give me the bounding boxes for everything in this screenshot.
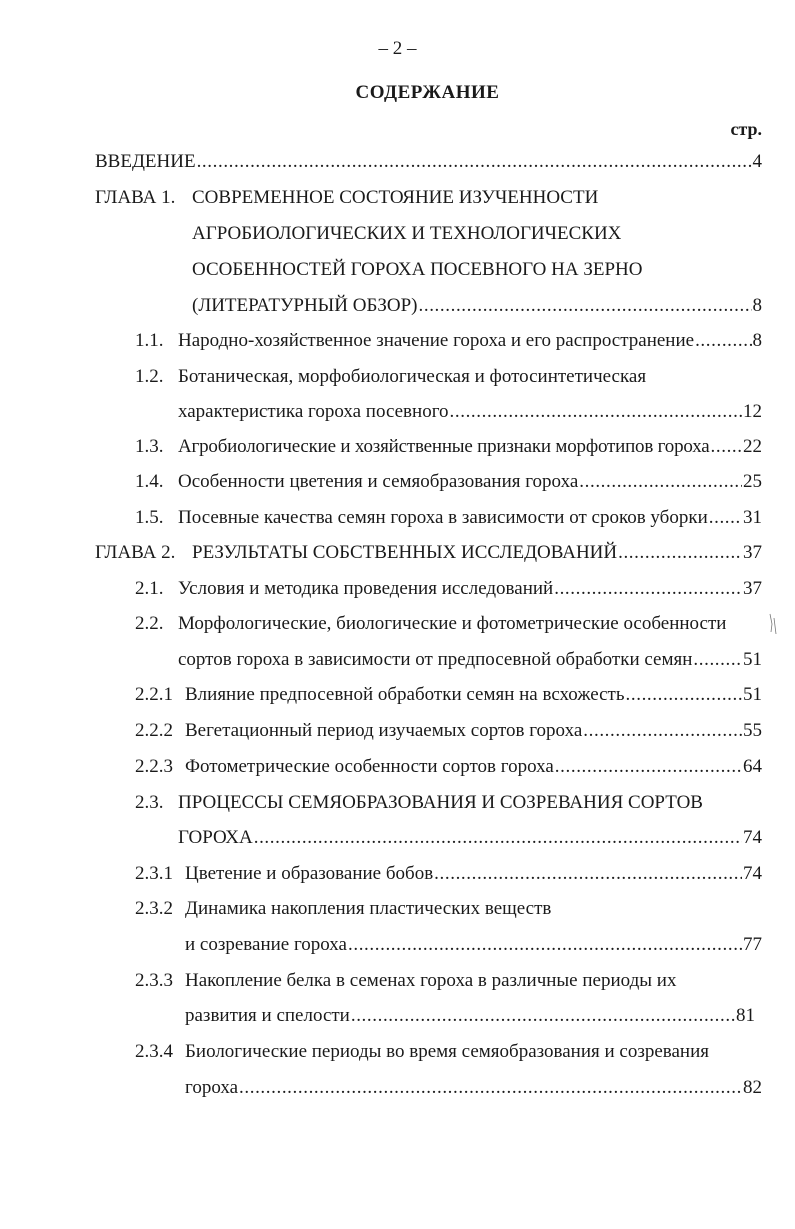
- section-number: 1.4.: [135, 471, 164, 492]
- scan-mark: [768, 612, 778, 636]
- toc-entry-text: гороха: [185, 1077, 239, 1098]
- toc-entry-text: ВВЕДЕНИЕ: [95, 151, 196, 172]
- leader-dots: [579, 467, 742, 497]
- section-number: 2.2.: [135, 613, 164, 634]
- section-number: 1.1.: [135, 330, 164, 351]
- pages-column-label: стр.: [730, 119, 762, 139]
- chapter-number: ГЛАВА 1.: [95, 187, 176, 208]
- leader-dots: [254, 823, 742, 853]
- toc-entry-text: Биологические периоды во время семяобразования и созревания: [185, 1041, 710, 1062]
- toc-subsection-2-2-1: [135, 680, 762, 710]
- leader-dots: [197, 147, 752, 177]
- toc-section-2-2: [135, 609, 762, 639]
- toc-entry-page: 51: [743, 649, 762, 670]
- toc-subsection-2-3-2-cont: [185, 930, 762, 960]
- section-number: 2.2.3: [135, 756, 173, 777]
- toc-section-2-3-cont: [178, 823, 762, 853]
- toc-chapter-1-cont: [192, 219, 762, 249]
- toc-entry-text: Морфологические, биологические и фотометрические особенности: [178, 613, 727, 634]
- toc-chapter-2: [95, 538, 762, 568]
- section-number: 1.2.: [135, 366, 164, 387]
- toc-subsection-2-2-2: [135, 716, 762, 746]
- chapter-number: ГЛАВА 2.: [95, 542, 176, 563]
- leader-dots: [583, 716, 742, 746]
- section-number: 2.1.: [135, 578, 164, 599]
- toc-entry-text: АГРОБИОЛОГИЧЕСКИХ И ТЕХНОЛОГИЧЕСКИХ: [192, 223, 622, 244]
- leader-dots: [626, 680, 742, 710]
- toc-entry-page: 82: [743, 1077, 762, 1098]
- leader-dots: [434, 859, 742, 889]
- toc-section-1-5: [135, 503, 762, 533]
- toc-subsection-2-3-4: [135, 1037, 762, 1067]
- toc-subsection-2-3-1: [135, 859, 762, 889]
- toc-entry-page: 12: [743, 401, 762, 422]
- toc-entry-page: 64: [743, 756, 762, 777]
- toc-entry-text: Динамика накопления пластических веществ: [185, 898, 552, 919]
- toc-entry-page: 81: [736, 1005, 755, 1026]
- section-number: 2.3.2: [135, 898, 173, 919]
- toc-entry-page: 25: [743, 471, 762, 492]
- leader-dots: [695, 326, 751, 356]
- section-number: 1.5.: [135, 507, 164, 528]
- toc-entry-text: ПРОЦЕССЫ СЕМЯОБРАЗОВАНИЯ И СОЗРЕВАНИЯ СОРТОВ: [178, 792, 703, 813]
- leader-dots: [450, 397, 742, 427]
- toc-entry-text: Фотометрические особенности сортов гороха: [185, 756, 554, 777]
- section-number: 2.3.: [135, 792, 164, 813]
- toc-section-1-2: [135, 362, 762, 392]
- toc-entry-text: развития и спелости: [185, 1005, 350, 1026]
- toc-entry-page: 31: [743, 507, 762, 528]
- toc-section-2-2-cont: [178, 645, 762, 675]
- toc-chapter-1: [95, 183, 762, 213]
- toc-subsection-2-3-3: [135, 966, 762, 996]
- toc-chapter-1-cont: [192, 255, 762, 285]
- leader-dots: [618, 538, 742, 568]
- leader-dots: [711, 432, 742, 462]
- leader-dots: [239, 1073, 742, 1103]
- toc-chapter-1-cont: [192, 291, 762, 321]
- toc-entry-text: ГОРОХА: [178, 827, 253, 848]
- leader-dots: [351, 1001, 735, 1031]
- leader-dots: [709, 503, 742, 533]
- toc-entry-page: 8: [752, 330, 762, 351]
- section-number: 2.2.1: [135, 684, 173, 705]
- toc-entry-text: Особенности цветения и семяобразования гороха: [178, 471, 579, 492]
- section-number: 2.3.1: [135, 863, 173, 884]
- toc-subsection-2-2-3: [135, 752, 762, 782]
- toc-entry-text: Влияние предпосевной обработки семян на всхожесть: [185, 684, 625, 705]
- toc-entry-intro: [95, 147, 762, 177]
- toc-section-1-1: [135, 326, 762, 356]
- toc-entry-text: сортов гороха в зависимости от предпосевной обработки семян: [178, 649, 693, 670]
- toc-entry-page: 55: [743, 720, 762, 741]
- page-number: – 2 –: [378, 38, 417, 59]
- leader-dots: [419, 291, 752, 321]
- leader-dots: [554, 574, 742, 604]
- toc-subsection-2-3-4-cont: [185, 1073, 762, 1103]
- section-number: 2.2.2: [135, 720, 173, 741]
- section-number: 2.3.4: [135, 1041, 173, 1062]
- toc-subsection-2-3-2: [135, 894, 762, 924]
- toc-section-1-3: [135, 432, 762, 462]
- toc-entry-text: (ЛИТЕРАТУРНЫЙ ОБЗОР): [192, 295, 418, 316]
- section-number: 1.3.: [135, 436, 164, 457]
- toc-section-1-4: [135, 467, 762, 497]
- toc-entry-text: РЕЗУЛЬТАТЫ СОБСТВЕННЫХ ИССЛЕДОВАНИЙ: [192, 542, 618, 563]
- toc-section-2-3: [135, 788, 762, 818]
- toc-subsection-2-3-3-cont: [185, 1001, 755, 1031]
- toc-entry-text: СОВРЕМЕННОЕ СОСТОЯНИЕ ИЗУЧЕННОСТИ: [192, 187, 599, 208]
- toc-entry-page: 4: [752, 151, 762, 172]
- toc-entry-page: 8: [752, 295, 762, 316]
- toc-entry-text: Агробиологические и хозяйственные признаки морфотипов гороха: [178, 436, 710, 457]
- toc-entry-page: 51: [743, 684, 762, 705]
- toc-entry-text: Накопление белка в семенах гороха в различные периоды их: [185, 970, 677, 991]
- toc-entry-text: Условия и методика проведения исследований: [178, 578, 554, 599]
- leader-dots: [693, 645, 742, 675]
- section-number: 2.3.3: [135, 970, 173, 991]
- toc-entry-page: 22: [743, 436, 762, 457]
- toc-entry-text: ОСОБЕННОСТЕЙ ГОРОХА ПОСЕВНОГО НА ЗЕРНО: [192, 259, 643, 280]
- toc-entry-page: 37: [743, 542, 762, 563]
- leader-dots: [348, 930, 742, 960]
- toc-entry-text: Народно-хозяйственное значение гороха и его распространение: [178, 330, 695, 351]
- toc-section-2-1: [135, 574, 762, 604]
- toc-section-1-2-cont: [178, 397, 762, 427]
- page-title: СОДЕРЖАНИЕ: [355, 82, 500, 103]
- toc-entry-text: Цветение и образование бобов: [185, 863, 434, 884]
- toc-entry-text: Вегетационный период изучаемых сортов гороха: [185, 720, 583, 741]
- toc-entry-text: Посевные качества семян гороха в зависимости от сроков уборки: [178, 507, 708, 528]
- toc-entry-page: 37: [743, 578, 762, 599]
- toc-entry-page: 74: [743, 863, 762, 884]
- leader-dots: [555, 752, 742, 782]
- toc-entry-text: характеристика гороха посевного: [178, 401, 449, 422]
- toc-entry-text: и созревание гороха: [185, 934, 347, 955]
- toc-entry-text: Ботаническая, морфобиологическая и фотосинтетическая: [178, 366, 647, 387]
- toc-entry-page: 77: [743, 934, 762, 955]
- toc-entry-page: 74: [743, 827, 762, 848]
